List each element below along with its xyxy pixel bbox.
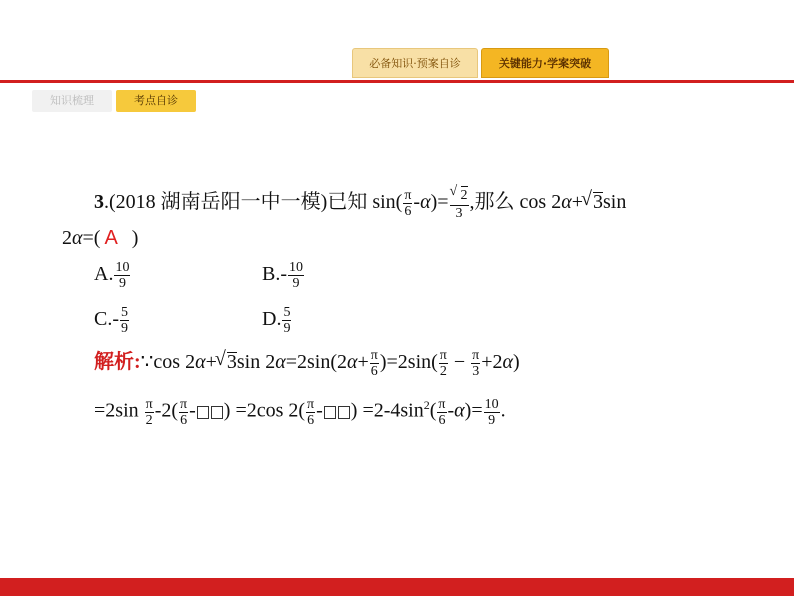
question-number: 3 [94, 191, 104, 214]
sqrt-3: √ 3 [583, 190, 603, 214]
option-b: B.- $\frac{10}{9}$ [262, 260, 303, 291]
question-source: .(2018 湖南岳阳一中一模)已知 sin( [104, 191, 403, 214]
option-a: A. $\frac{10}{9}$ [94, 260, 130, 291]
missing-glyph-icon [338, 406, 350, 419]
tab-key-ability[interactable]: 关键能力·学案突破 [481, 48, 609, 78]
subtab-knowledge-review[interactable]: 知识梳理 [32, 90, 112, 112]
fraction-pi-over-6: $\frac{\pi}{6}$ [404, 188, 412, 219]
missing-glyph-icon [211, 406, 223, 419]
solution-line-2: =2sin $\frac{\pi}{2}$ -2( $\frac{\pi}{6}$ - ) =2cos 2( $\frac{\pi}{6}$ - ) $=2-4\sin^2$( $\frac{\pi}{6}$ -α)= $\frac{10}{9}$ . [94, 396, 506, 428]
fraction-sqrt2-over-3: √ $\frac{2}{3}$ [450, 186, 469, 221]
question-line-2: 2α=( A ) [62, 227, 139, 249]
header-divider [0, 80, 794, 83]
option-d: D. $\frac{5}{9}$ [262, 305, 291, 336]
subtab-self-diagnosis[interactable]: 考点自诊 [116, 90, 196, 112]
answer-choice: A [104, 227, 118, 249]
solution-line-1: 解析:∵cos 2α+√ 3sin 2α=2sin(2α+ $\frac{\pi}{6}$ )=2sin( $\frac{\pi}{2}$ − $\frac{\pi}{3}$ +2α) [94, 348, 520, 379]
question-line-1: 3.(2018 湖南岳阳一中一模)已知 sin( $\frac{\pi}{6}$ -α)= √ $\frac{2}{3}$ ,那么 cos 2α+√ 3sin [94, 186, 626, 221]
missing-glyph-icon [197, 406, 209, 419]
missing-glyph-icon [324, 406, 336, 419]
tab-preview-diagnosis[interactable]: 必备知识·预案自诊 [352, 48, 478, 78]
footer-bar [0, 578, 794, 596]
option-c: C.- $\frac{5}{9}$ [94, 305, 128, 336]
analysis-label: 解析: [94, 351, 141, 374]
